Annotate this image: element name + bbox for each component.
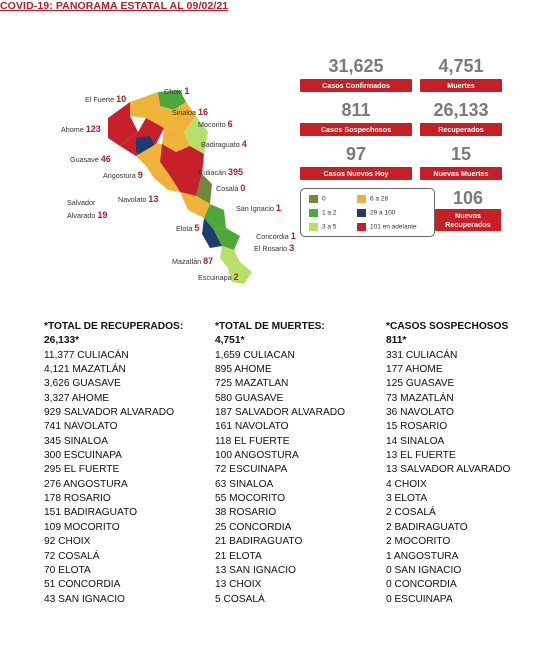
legend-swatch bbox=[357, 195, 366, 203]
list-item: 0 ESCUINAPA bbox=[386, 593, 453, 605]
stat-number: 811 bbox=[341, 100, 371, 120]
list-item: 51 CONCORDIA bbox=[44, 579, 121, 591]
list-item: 1 ANGOSTURA bbox=[386, 550, 459, 562]
stat-nuevos-recuperados bbox=[435, 188, 501, 231]
map-label-choix: Choix 1 bbox=[164, 86, 190, 96]
list-item: 109 MOCORITO bbox=[44, 521, 120, 533]
stat-label: Casos Sospechosos bbox=[300, 123, 412, 136]
list-item: 55 MOCORITO bbox=[215, 493, 286, 505]
list-item: 72 COSALÁ bbox=[44, 550, 100, 562]
list-item: 15 ROSARIO bbox=[386, 421, 448, 433]
list-item: 14 SINALOA bbox=[386, 435, 445, 447]
legend-swatch bbox=[357, 209, 366, 217]
stat-nuevas-muertes bbox=[420, 144, 502, 180]
stat-label: Casos Confirmados bbox=[300, 79, 412, 92]
stat-label: Recuperados bbox=[420, 123, 502, 136]
list-item: 295 EL FUERTE bbox=[44, 464, 120, 476]
column-header: *TOTAL DE MUERTES: bbox=[215, 321, 325, 332]
list-item: 125 GUASAVE bbox=[386, 378, 455, 390]
map-label-guasave: Guasave 46 bbox=[70, 154, 111, 164]
list-item: 13 SALVADOR ALVARADO bbox=[386, 464, 511, 476]
map-legend bbox=[300, 188, 435, 237]
list-item: 36 NAVOLATO bbox=[386, 407, 454, 419]
map-label-ahome: Ahome 123 bbox=[61, 124, 101, 134]
list-item: 2 COSALÁ bbox=[386, 507, 436, 519]
list-item: 92 CHOIX bbox=[44, 536, 91, 548]
list-item: 4,121 MAZATLÁN bbox=[44, 364, 126, 376]
list-item: 72 ESCUINAPA bbox=[215, 464, 288, 476]
stat-number: 26,133 bbox=[433, 100, 489, 120]
map-label-elota: Elota 5 bbox=[176, 223, 200, 233]
list-item: 187 SALVADOR ALVARADO bbox=[215, 407, 346, 419]
list-item: 70 ELOTA bbox=[44, 564, 91, 576]
list-item: 63 SINALOA bbox=[215, 478, 274, 490]
stat-number: 15 bbox=[450, 144, 472, 164]
list-item: 5 COSALÁ bbox=[215, 593, 265, 605]
map-label-salvador: Salvador bbox=[67, 198, 96, 207]
legend-swatch bbox=[357, 223, 366, 231]
list-item: 580 GUASAVE bbox=[215, 392, 284, 404]
list-item: 3,626 GUASAVE bbox=[44, 378, 121, 390]
legend-item: 6 a 28 bbox=[357, 195, 388, 203]
map-label-cosala: Cosalá 0 bbox=[216, 183, 246, 193]
map-label-badiraguato: Badiraguato 4 bbox=[201, 139, 247, 149]
list-item: 13 CHOIX bbox=[215, 579, 262, 591]
column-total: 811* bbox=[386, 335, 407, 347]
list-item: 0 SAN IGNACIO bbox=[386, 564, 462, 576]
list-item: 151 BADIRAGUATO bbox=[44, 507, 138, 519]
stat-number: 31,625 bbox=[328, 56, 384, 76]
legend-swatch bbox=[309, 195, 318, 203]
stat-number: 4,751 bbox=[438, 56, 484, 76]
stat-label: Nuevos Recuperados bbox=[435, 209, 501, 231]
list-item: 11,377 CULIACÁN bbox=[44, 349, 129, 361]
map-label-sinaloa: Sinaloa 16 bbox=[172, 107, 208, 117]
list-item: 21 ELOTA bbox=[215, 550, 262, 562]
column-muertes bbox=[215, 320, 345, 607]
list-item: 0 CONCORDIA bbox=[386, 579, 457, 591]
column-recuperados bbox=[44, 320, 183, 607]
list-item: 13 SAN IGNACIO bbox=[215, 564, 296, 576]
map-label-angostura: Angostura 9 bbox=[103, 170, 143, 180]
map-label-culiacan: Culiacán 395 bbox=[198, 167, 243, 177]
stat-confirmados bbox=[300, 56, 412, 92]
list-item: 725 MAZATLAN bbox=[215, 378, 289, 390]
legend-swatch bbox=[309, 223, 318, 231]
stat-label: Casos Nuevos Hoy bbox=[300, 167, 412, 180]
column-header: *CASOS SOSPECHOSOS bbox=[386, 321, 509, 332]
column-total: 4,751* bbox=[215, 335, 245, 347]
legend-item: 29 a 100 bbox=[357, 209, 395, 217]
map-label-mocorito: Mocorito 6 bbox=[198, 119, 233, 129]
map-label-san-ignacio: San Ignacio 1 bbox=[236, 203, 281, 213]
legend-item: 0 bbox=[309, 195, 326, 203]
list-item: 1,659 CULIACAN bbox=[215, 349, 295, 361]
column-sospechosos bbox=[386, 320, 510, 607]
column-header: *TOTAL DE RECUPERADOS: bbox=[44, 321, 184, 332]
stat-recuperados bbox=[420, 100, 502, 136]
column-total: 26,133* bbox=[44, 335, 80, 347]
list-item: 73 MAZATLÁN bbox=[386, 392, 454, 404]
map-label-escuinapa: Escuinapa 2 bbox=[198, 272, 239, 282]
stat-muertes bbox=[420, 56, 502, 92]
stat-number: 106 bbox=[452, 188, 484, 208]
page-title: COVID-19: PANORAMA ESTATAL AL 09/02/21 bbox=[0, 0, 229, 12]
list-item: 4 CHOIX bbox=[386, 478, 427, 490]
list-item: 331 CULIACÁN bbox=[386, 349, 458, 361]
map-label-el-rosario: El Rosario 3 bbox=[254, 243, 295, 253]
legend-item: 101 en adelante bbox=[357, 223, 417, 231]
list-item: 2 MOCORITO bbox=[386, 536, 451, 548]
list-item: 21 BADIRAGUATO bbox=[215, 536, 303, 548]
legend-item: 1 a 2 bbox=[309, 209, 336, 217]
list-item: 13 EL FUERTE bbox=[386, 450, 456, 462]
list-item: 178 ROSARIO bbox=[44, 493, 111, 505]
map-label-mazatlan: Mazatlán 87 bbox=[172, 256, 214, 266]
list-item: 2 BADIRAGUATO bbox=[386, 521, 468, 533]
list-item: 895 AHOME bbox=[215, 364, 272, 376]
stat-nuevos-hoy bbox=[300, 144, 412, 180]
stat-number: 97 bbox=[345, 144, 367, 164]
stat-label: Nuevas Muertes bbox=[420, 167, 502, 180]
column-rows bbox=[44, 349, 183, 607]
legend-item: 3 a 5 bbox=[309, 223, 336, 231]
map-label-el-fuerte: El Fuerte 10 bbox=[85, 94, 127, 104]
column-rows bbox=[386, 349, 510, 607]
list-item: 38 ROSARIO bbox=[215, 507, 277, 519]
stat-label: Muertes bbox=[420, 79, 502, 92]
list-item: 43 SAN IGNACIO bbox=[44, 593, 125, 605]
list-item: 929 SALVADOR ALVARADO bbox=[44, 407, 175, 419]
list-item: 276 ANGOSTURA bbox=[44, 478, 128, 490]
list-item: 177 AHOME bbox=[386, 364, 443, 376]
list-item: 118 EL FUERTE bbox=[215, 435, 290, 447]
list-item: 25 CONCORDIA bbox=[215, 521, 292, 533]
map-label-alvarado: Alvarado 19 bbox=[67, 210, 108, 220]
list-item: 161 NAVOLATO bbox=[215, 421, 289, 433]
list-item: 741 NAVOLATO bbox=[44, 421, 118, 433]
map-label-navolato: Navolato 13 bbox=[118, 194, 159, 204]
list-item: 3 ELOTA bbox=[386, 493, 428, 505]
list-item: 345 SINALOA bbox=[44, 435, 108, 447]
legend-swatch bbox=[309, 209, 318, 217]
list-item: 100 ANGOSTURA bbox=[215, 450, 299, 462]
column-rows bbox=[215, 349, 345, 607]
stat-sospechosos bbox=[300, 100, 412, 136]
list-item: 300 ESCUINAPA bbox=[44, 450, 122, 462]
map-label-concordia: Concordia 1 bbox=[256, 231, 296, 241]
list-item: 3,327 AHOME bbox=[44, 392, 110, 404]
